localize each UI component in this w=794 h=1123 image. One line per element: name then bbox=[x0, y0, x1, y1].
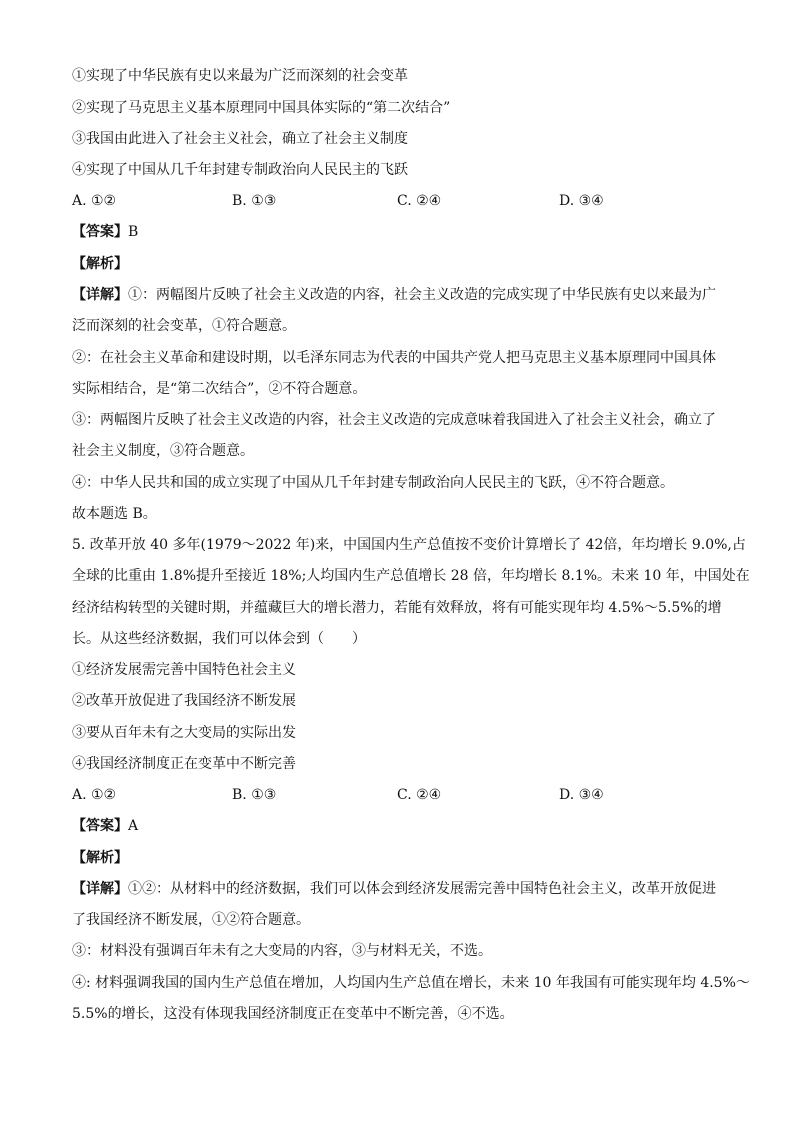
q5-stem-1: 5. 改革开放 40 多年(1979～2022 年)来，中国国内生产总值按不变价计算增长了 42倍，年均增长 9.0%,占 bbox=[72, 537, 746, 553]
q5-explanation-5: 5.5%的增长，这没有体现我国经济制度正在变革中不断完善，④不选。 bbox=[72, 1006, 514, 1022]
q4-explanation-text-1: ①：两幅图片反映了社会主义改造的内容，社会主义改造的完成实现了中华民族有史以来最为广 bbox=[128, 287, 716, 303]
q5-analysis-tag: 【解析】 bbox=[72, 850, 128, 866]
q5-answer bbox=[72, 816, 138, 836]
q4-answer-value: B bbox=[128, 224, 139, 240]
q5-options bbox=[72, 785, 732, 805]
q4-explanation-5: ③：两幅图片反映了社会主义改造的内容，社会主义改造的完成意味着我国进入了社会主义社会，确立了 bbox=[72, 412, 716, 428]
q5-stem-2: 全球的比重由 1.8%提升至接近 18%;人均国内生产总值增长 28 倍，年均增长 8.1%。未来 10 年，中国处在 bbox=[72, 568, 750, 584]
q4-item-4: ④实现了中国从几千年封建专制政治向人民民主的飞跃 bbox=[72, 162, 408, 178]
q4-item-1: ①实现了中华民族有史以来最为广泛而深刻的社会变革 bbox=[72, 68, 408, 84]
q5-detail-tag: 【详解】 bbox=[72, 881, 128, 897]
q4-options bbox=[72, 191, 732, 211]
q4-option-c: C. ②④ bbox=[397, 193, 442, 209]
q5-explanation-text-1: ①②：从材料中的经济数据，我们可以体会到经济发展需完善中国特色社会主义，改革开放促进 bbox=[128, 881, 716, 897]
q4-explanation-6: 社会主义制度，③符合题意。 bbox=[72, 443, 254, 459]
q5-answer-tag: 【答案】 bbox=[72, 818, 128, 834]
q5-item-4: ④我国经济制度正在变革中不断完善 bbox=[72, 756, 296, 772]
q5-explanation-4: ④: 材料强调我国的国内生产总值在增加，人均国内生产总值在增长，未来 10 年我国有可能实现年均 4.5%～ bbox=[72, 975, 750, 991]
q5-explanation-1 bbox=[72, 879, 716, 899]
q4-explanation-2: 泛而深刻的社会变革，①符合题意。 bbox=[72, 318, 296, 334]
q4-item-3: ③我国由此进入了社会主义社会，确立了社会主义制度 bbox=[72, 131, 408, 147]
q5-stem-4: 长。从这些经济数据，我们可以体会到（ ） bbox=[72, 631, 366, 647]
q5-option-d: D. ③④ bbox=[559, 787, 604, 803]
q5-stem-3: 经济结构转型的关键时期，并蕴藏巨大的增长潜力，若能有效释放，将有可能实现年均 4.5%～5.5%的增 bbox=[72, 600, 722, 616]
q5-explanation-2: 了我国经济不断发展，①②符合题意。 bbox=[72, 912, 310, 928]
q4-explanation-7: ④：中华人民共和国的成立实现了中国从几千年封建专制政治向人民民主的飞跃，④不符合题意。 bbox=[72, 475, 674, 491]
q4-analysis-tag: 【解析】 bbox=[72, 256, 128, 272]
q5-item-1: ①经济发展需完善中国特色社会主义 bbox=[72, 662, 296, 678]
q4-option-a: A. ①② bbox=[72, 193, 117, 209]
q4-option-b: B. ①③ bbox=[232, 193, 277, 209]
q4-explanation-4: 实际相结合，是“第二次结合”，②不符合题意。 bbox=[72, 381, 367, 397]
q5-answer-value: A bbox=[128, 818, 139, 834]
q5-explanation-3: ③：材料没有强调百年未有之大变局的内容，③与材料无关，不选。 bbox=[72, 943, 492, 959]
q4-option-d: D. ③④ bbox=[559, 193, 604, 209]
q5-item-3: ③要从百年未有之大变局的实际出发 bbox=[72, 725, 296, 741]
q4-answer-tag: 【答案】 bbox=[72, 224, 128, 240]
q4-explanation-3: ②：在社会主义革命和建设时期，以毛泽东同志为代表的中国共产党人把马克思主义基本原理同中国具体 bbox=[72, 350, 716, 366]
q4-detail-tag: 【详解】 bbox=[72, 287, 128, 303]
q4-explanation-1 bbox=[72, 285, 716, 305]
q5-item-2: ②改革开放促进了我国经济不断发展 bbox=[72, 693, 296, 709]
q5-option-b: B. ①③ bbox=[232, 787, 277, 803]
q4-answer bbox=[72, 222, 138, 242]
q4-item-2: ②实现了马克思主义基本原理同中国具体实际的“第二次结合” bbox=[72, 100, 451, 116]
q5-option-c: C. ②④ bbox=[397, 787, 442, 803]
q5-option-a: A. ①② bbox=[72, 787, 117, 803]
q4-explanation-8: 故本题选 B。 bbox=[72, 506, 157, 522]
